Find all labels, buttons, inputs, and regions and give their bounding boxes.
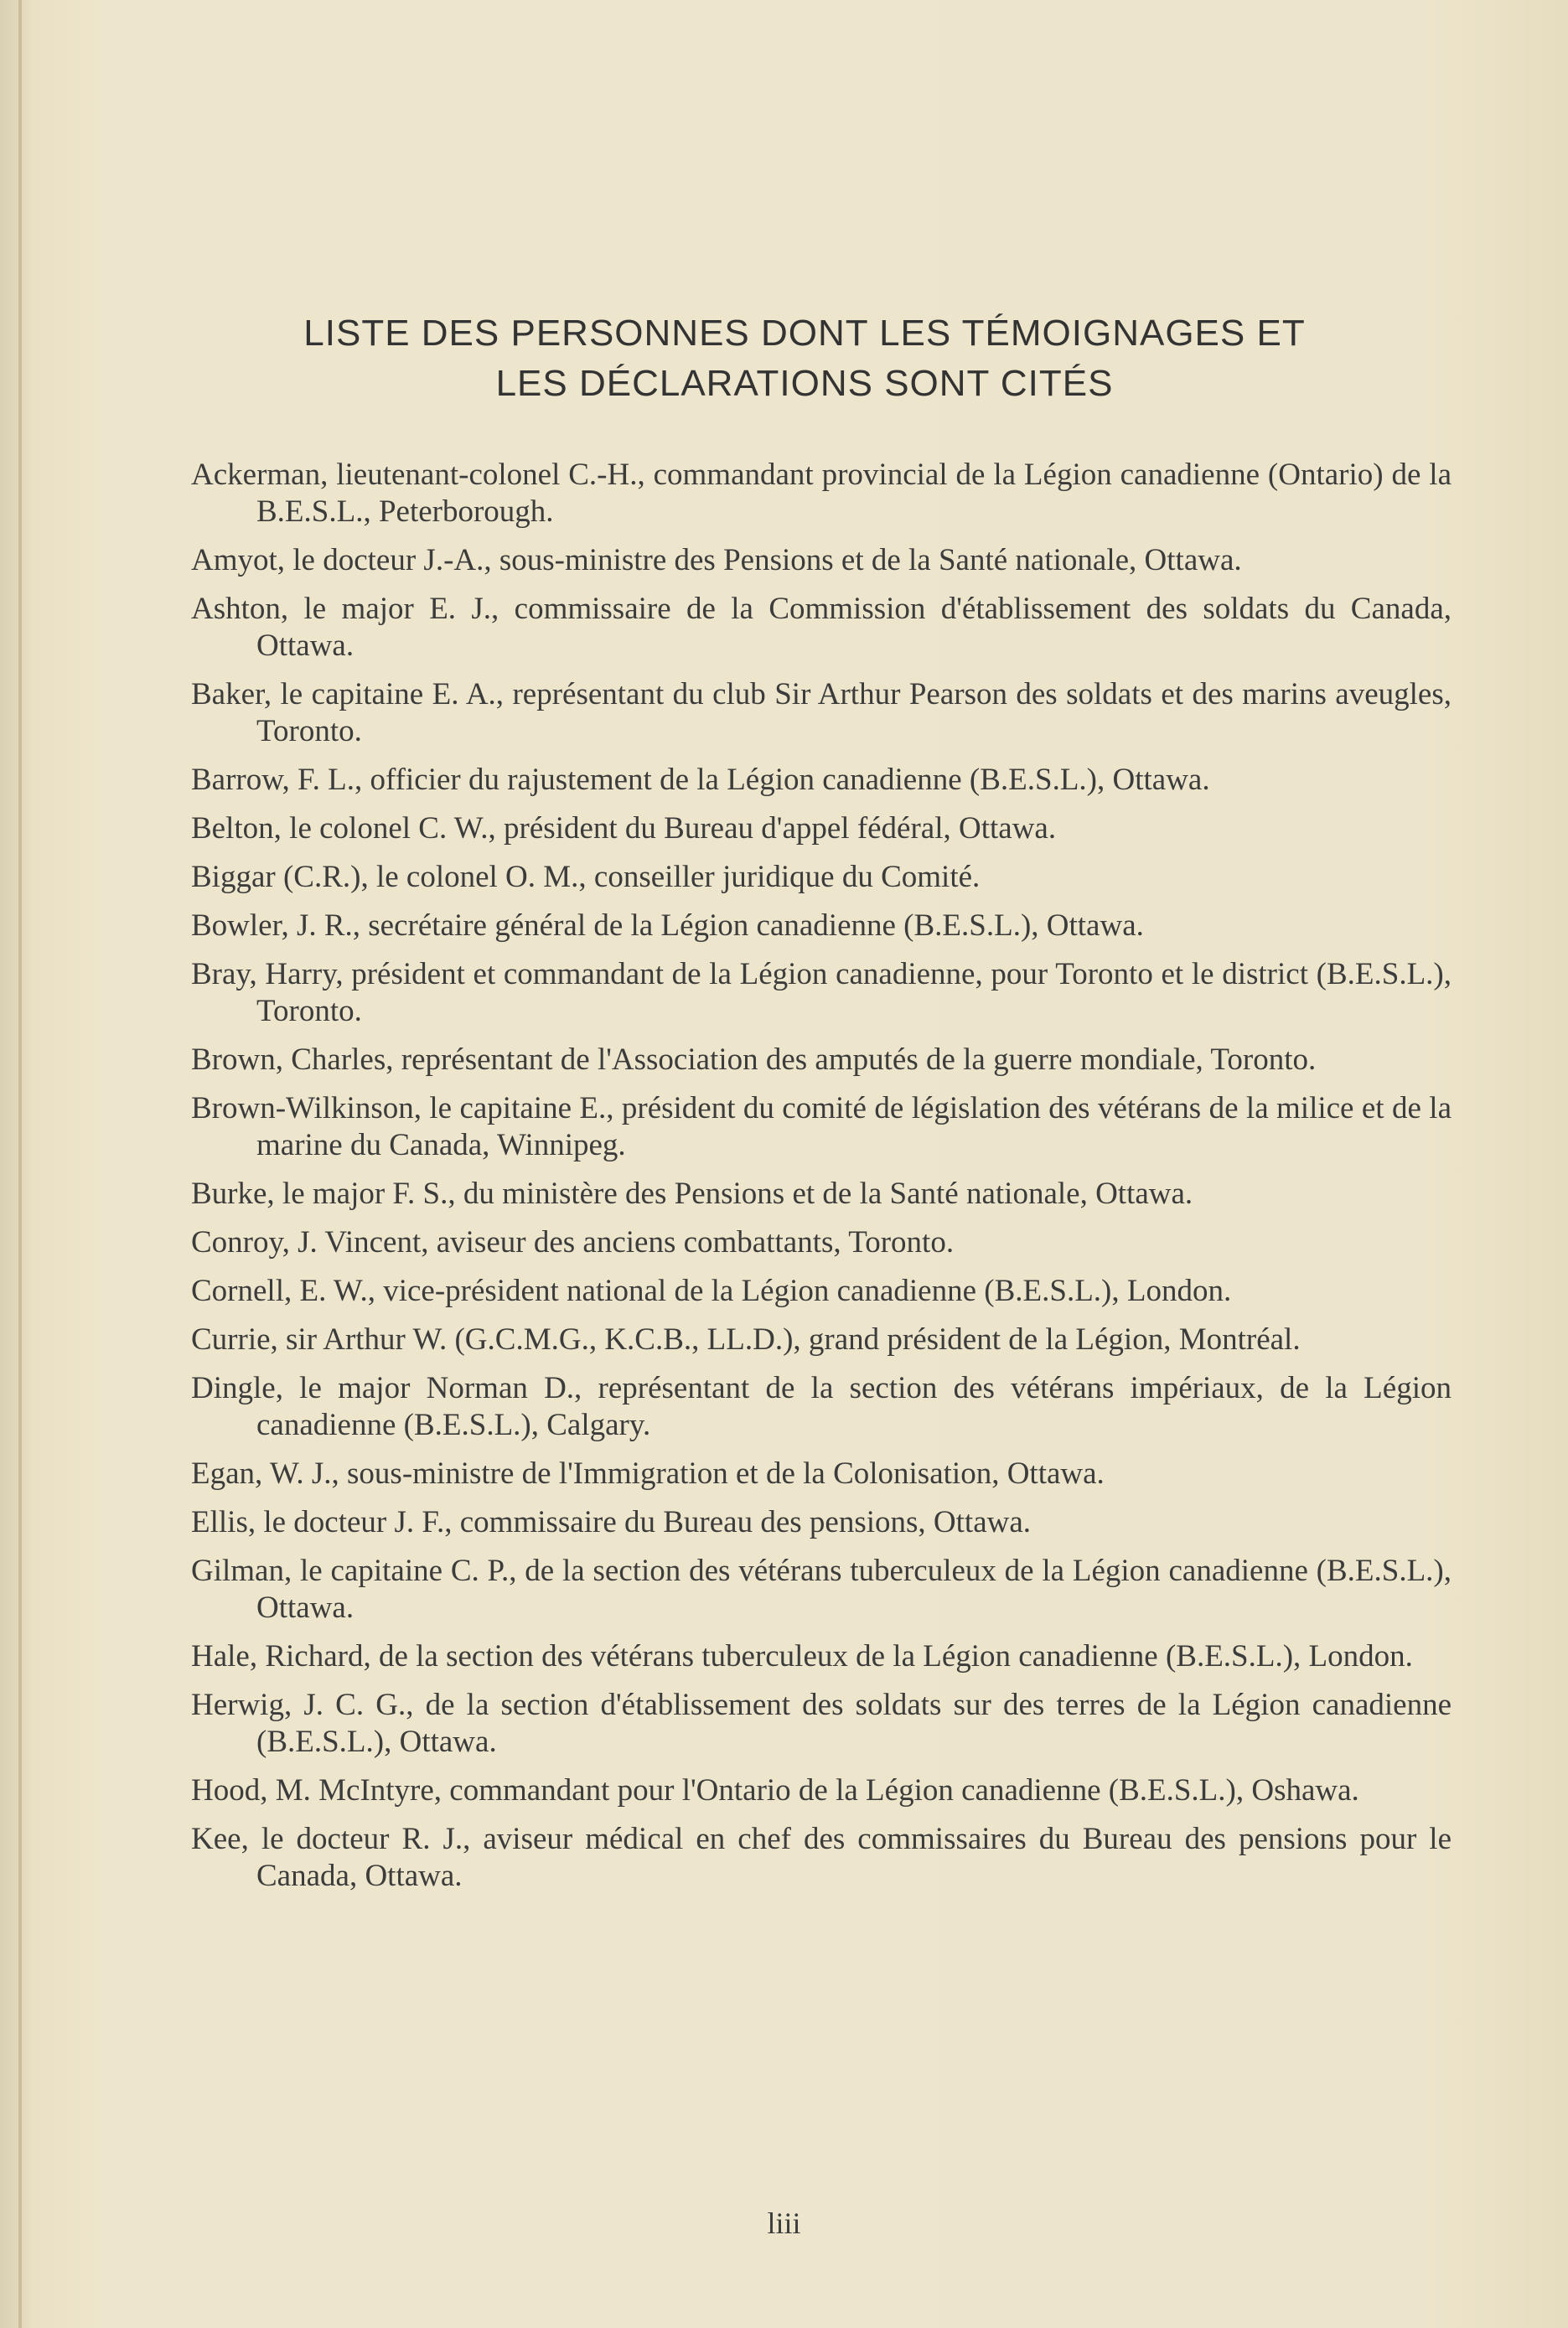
list-item-text: Baker, le capitaine E. A., représentant du club Sir Arthur Pearson des soldats et des marins aveugles, Toronto. <box>191 677 1452 748</box>
list-item-text: Currie, sir Arthur W. (G.C.M.G., K.C.B., LL.D.), grand président de la Légion, Montréal. <box>191 1322 1301 1357</box>
list-item <box>191 1772 1452 1809</box>
list-item <box>191 1090 1452 1164</box>
list-item <box>191 1042 1452 1079</box>
page-number: liii <box>767 2206 801 2240</box>
list-item-text: Gilman, le capitaine C. P., de la section des vétérans tuberculeux de la Légion canadienne (B.E.S.L.), Ottawa. <box>191 1554 1452 1625</box>
list-item <box>191 591 1452 665</box>
list-item <box>191 1504 1452 1541</box>
list-item <box>191 1224 1452 1261</box>
list-item-text: Brown-Wilkinson, le capitaine E., président du comité de législation des vétérans de la milice et de la marine du Canada, Winnipeg. <box>191 1091 1452 1162</box>
list-item-text: Brown, Charles, représentant de l'Association des amputés de la guerre mondiale, Toronto. <box>191 1042 1317 1077</box>
list-item-text: Herwig, J. C. G., de la section d'établissement des soldats sur des terres de la Légion canadienne (B.E.S.L.), Ottawa. <box>191 1688 1452 1759</box>
list-item <box>191 457 1452 530</box>
list-item <box>191 1176 1452 1213</box>
list-item-text: Biggar (C.R.), le colonel O. M., conseiller juridique du Comité. <box>191 860 981 894</box>
list-item <box>191 762 1452 799</box>
list-item <box>191 956 1452 1030</box>
list-item-text: Kee, le docteur R. J., aviseur médical en chef des commissaires du Bureau des pensions pour le Canada, Ottawa. <box>191 1822 1452 1893</box>
list-item-text: Hale, Richard, de la section des vétérans tuberculeux de la Légion canadienne (B.E.S.L.), London. <box>191 1639 1413 1674</box>
list-item <box>191 1687 1452 1761</box>
page-spine-edge <box>18 0 22 2328</box>
list-item <box>191 908 1452 944</box>
list-item <box>191 1553 1452 1627</box>
list-item <box>191 859 1452 896</box>
list-item <box>191 1370 1452 1444</box>
list-item <box>191 810 1452 847</box>
list-item <box>191 1821 1452 1895</box>
page-title-line-1: LISTE DES PERSONNES DONT LES TÉMOIGNAGES ET <box>303 313 1306 354</box>
list-item-text: Ashton, le major E. J., commissaire de la Commission d'établissement des soldats du Canada, Ottawa. <box>191 592 1452 663</box>
page-title-line-2: LES DÉCLARATIONS SONT CITÉS <box>495 363 1114 404</box>
list-item-text: Egan, W. J., sous-ministre de l'Immigration et de la Colonisation, Ottawa. <box>191 1456 1105 1491</box>
list-item-text: Barrow, F. L., officier du rajustement de la Légion canadienne (B.E.S.L.), Ottawa. <box>191 763 1210 797</box>
list-item-text: Ackerman, lieutenant-colonel C.-H., commandant provincial de la Légion canadienne (Ontario) de la B.E.S.L., Peterborough. <box>191 458 1452 529</box>
list-item <box>191 1322 1452 1358</box>
list-item <box>191 676 1452 750</box>
list-item <box>191 1456 1452 1493</box>
list-item-text: Conroy, J. Vincent, aviseur des anciens combattants, Toronto. <box>191 1225 955 1260</box>
list-item-text: Amyot, le docteur J.-A., sous-ministre des Pensions et de la Santé nationale, Ottawa. <box>191 543 1242 577</box>
list-item-text: Hood, M. McIntyre, commandant pour l'Ontario de la Légion canadienne (B.E.S.L.), Oshawa. <box>191 1773 1359 1808</box>
list-item-text: Cornell, E. W., vice-président national de la Légion canadienne (B.E.S.L.), London. <box>191 1274 1232 1308</box>
list-item-text: Bray, Harry, président et commandant de la Légion canadienne, pour Toronto et le district (B.E.S.L.), Toronto. <box>191 957 1452 1028</box>
witness-list <box>191 457 1452 1906</box>
list-item-text: Bowler, J. R., secrétaire général de la Légion canadienne (B.E.S.L.), Ottawa. <box>191 908 1144 943</box>
list-item <box>191 1638 1452 1675</box>
list-item-text: Belton, le colonel C. W., président du Bureau d'appel fédéral, Ottawa. <box>191 811 1057 846</box>
page-title <box>151 308 1458 409</box>
list-item-text: Dingle, le major Norman D., représentant de la section des vétérans impériaux, de la Légion canadienne (B.E.S.L.), Calgary. <box>191 1371 1452 1442</box>
list-item <box>191 1273 1452 1310</box>
list-item <box>191 542 1452 579</box>
list-item-text: Burke, le major F. S., du ministère des Pensions et de la Santé nationale, Ottawa. <box>191 1177 1193 1211</box>
list-item-text: Ellis, le docteur J. F., commissaire du Bureau des pensions, Ottawa. <box>191 1505 1032 1539</box>
